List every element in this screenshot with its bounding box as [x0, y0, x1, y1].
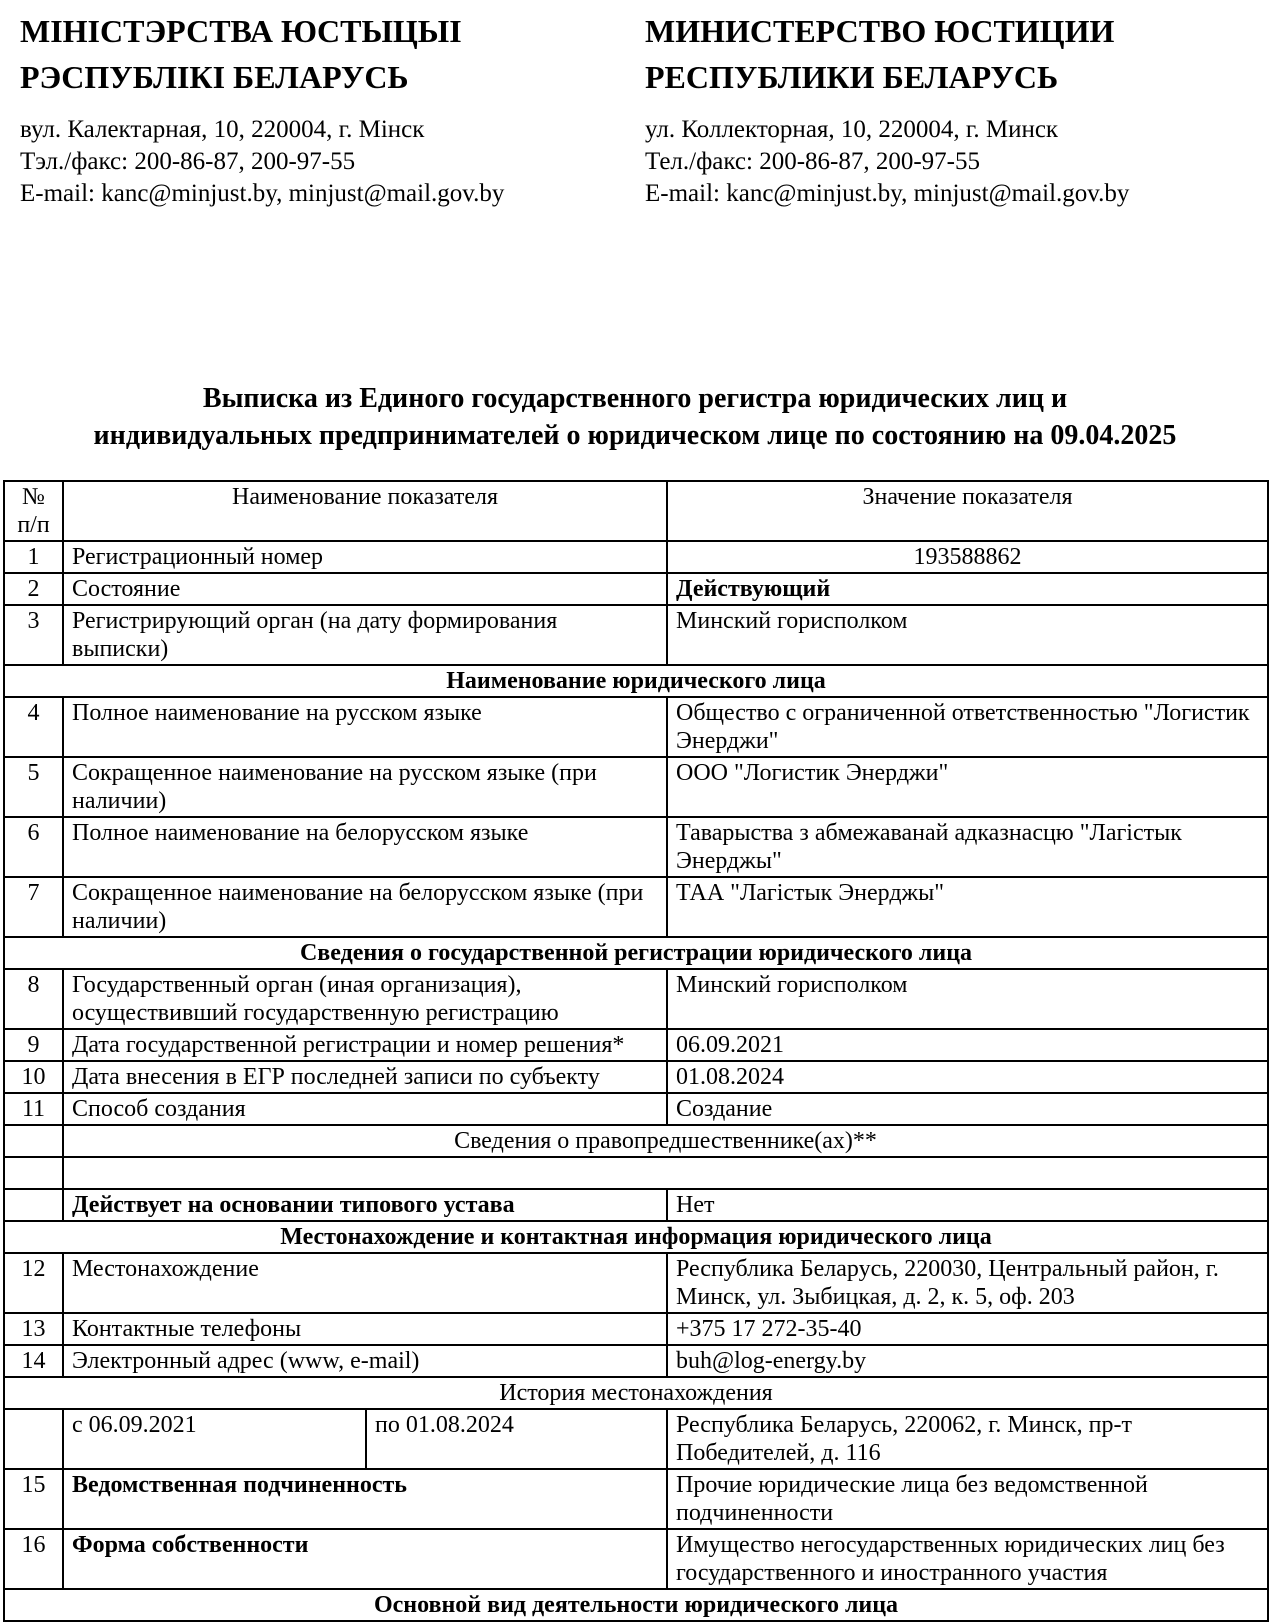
- section-header-cell: Основной вид деятельности юридического лица: [4, 1589, 1268, 1621]
- table-row: [4, 1189, 1268, 1221]
- address-line-ru: ул. Коллекторная, 10, 220004, г. Минск: [645, 116, 1059, 143]
- subheader-cell: Сведения о правопредшественнике(ах)**: [63, 1125, 1268, 1157]
- table-row: [4, 757, 1268, 817]
- document-title: [0, 380, 1270, 454]
- section-header-cell: Наименование юридического лица: [4, 665, 1268, 697]
- history-to-cell: по 01.08.2024: [366, 1409, 667, 1469]
- row-number-cell: 12: [4, 1253, 63, 1313]
- indicator-value-cell: ООО "Логистик Энерджи": [667, 757, 1268, 817]
- indicator-value-cell: Нет: [667, 1189, 1268, 1221]
- table-row: [4, 573, 1268, 605]
- indicator-value-cell: Создание: [667, 1093, 1268, 1125]
- table-row: [4, 1253, 1268, 1313]
- row-number-cell: 3: [4, 605, 63, 665]
- column-header-indicator-name: Наименование показателя: [63, 481, 667, 541]
- indicator-value-cell: Действующий: [667, 573, 1268, 605]
- letterhead: [0, 8, 1270, 210]
- row-number-cell: 14: [4, 1345, 63, 1377]
- indicator-name-cell: Полное наименование на русском языке: [63, 697, 667, 757]
- table-row: [4, 1469, 1268, 1529]
- table-row: [4, 1061, 1268, 1093]
- indicator-value-cell: Республика Беларусь, 220062, г. Минск, пр-т Победителей, д. 116: [667, 1409, 1268, 1469]
- letterhead-russian: [635, 8, 1270, 210]
- indicator-name-cell: Регистрационный номер: [63, 541, 667, 573]
- indicator-name-cell: Способ создания: [63, 1093, 667, 1125]
- phone-line-ru: Тел./факс: 200-86-87, 200-97-55: [645, 148, 980, 175]
- row-number-cell: 16: [4, 1529, 63, 1589]
- row-number-cell: 15: [4, 1469, 63, 1529]
- email-line-by: E-mail: kanc@minjust.by, minjust@mail.gov.by: [20, 180, 505, 207]
- row-number-cell: 6: [4, 817, 63, 877]
- row-number-cell: 8: [4, 969, 63, 1029]
- row-number-cell: [4, 1409, 63, 1469]
- section-header-cell: Сведения о государственной регистрации юридического лица: [4, 937, 1268, 969]
- row-number-cell: 4: [4, 697, 63, 757]
- indicator-value-cell: 01.08.2024: [667, 1061, 1268, 1093]
- row-number-cell: 11: [4, 1093, 63, 1125]
- indicator-name-cell: Государственный орган (иная организация), осуществивший государственную регистрацию: [63, 969, 667, 1029]
- section-header-row: [4, 1377, 1268, 1409]
- table-row: [4, 541, 1268, 573]
- indicator-value-cell: ТАА "Лагістык Энерджы": [667, 877, 1268, 937]
- section-header-row: [4, 665, 1268, 697]
- address-line-by: вул. Калектарная, 10, 220004, г. Мінск: [20, 116, 425, 143]
- section-header-row: [4, 1589, 1268, 1621]
- subheader-row: [4, 1125, 1268, 1157]
- history-from-cell: с 06.09.2021: [63, 1409, 366, 1469]
- phone-line-by: Тэл./факс: 200-86-87, 200-97-55: [20, 148, 356, 175]
- indicator-value-cell: Минский горисполком: [667, 605, 1268, 665]
- row-number-cell: 10: [4, 1061, 63, 1093]
- indicator-name-cell: Регистрирующий орган (на дату формирования выписки): [63, 605, 667, 665]
- row-number-cell: [4, 1157, 63, 1189]
- table-row: [4, 697, 1268, 757]
- row-number-cell: [4, 1125, 63, 1157]
- row-number-cell: 13: [4, 1313, 63, 1345]
- row-number-cell: 1: [4, 541, 63, 573]
- registry-extract-table: [3, 480, 1269, 1622]
- table-row: [4, 1345, 1268, 1377]
- indicator-name-cell: Полное наименование на белорусском языке: [63, 817, 667, 877]
- indicator-name-cell: Дата государственной регистрации и номер решения*: [63, 1029, 667, 1061]
- email-line-ru: E-mail: kanc@minjust.by, minjust@mail.gov.by: [645, 180, 1130, 207]
- table-row: [4, 605, 1268, 665]
- indicator-name-cell: Сокращенное наименование на белорусском языке (при наличии): [63, 877, 667, 937]
- indicator-value-cell: Общество с ограниченной ответственностью "Логистик Энерджи": [667, 697, 1268, 757]
- contact-block-ru: [645, 114, 1224, 210]
- empty-row: [4, 1157, 1268, 1189]
- ministry-name-ru: МИНИСТЕРСТВО ЮСТИЦИИ РЕСПУБЛИКИ БЕЛАРУСЬ: [645, 13, 1115, 95]
- indicator-name-cell: Дата внесения в ЕГР последней записи по субъекту: [63, 1061, 667, 1093]
- table-row: [4, 969, 1268, 1029]
- table-row: [4, 1093, 1268, 1125]
- table-row: [4, 877, 1268, 937]
- indicator-name-cell: Сокращенное наименование на русском языке (при наличии): [63, 757, 667, 817]
- indicator-name-cell: Ведомственная подчиненность: [63, 1469, 667, 1529]
- indicator-value-cell: 06.09.2021: [667, 1029, 1268, 1061]
- table-row: [4, 1529, 1268, 1589]
- section-header-row: [4, 937, 1268, 969]
- indicator-value-cell: +375 17 272-35-40: [667, 1313, 1268, 1345]
- indicator-name-cell: Состояние: [63, 573, 667, 605]
- row-number-cell: 2: [4, 573, 63, 605]
- table-row: [4, 1029, 1268, 1061]
- ministry-name-by: МІНІСТЭРСТВА ЮСТЫЦЫІ РЭСПУБЛІКІ БЕЛАРУСЬ: [20, 13, 462, 95]
- indicator-value-cell: buh@log-energy.by: [667, 1345, 1268, 1377]
- contact-block-by: [20, 114, 599, 210]
- table-header-row: [4, 481, 1268, 541]
- column-header-indicator-value: Значение показателя: [667, 481, 1268, 541]
- row-number-cell: 9: [4, 1029, 63, 1061]
- row-number-cell: 5: [4, 757, 63, 817]
- indicator-name-cell: Местонахождение: [63, 1253, 667, 1313]
- indicator-value-cell: Таварыства з абмежаванай адказнасцю "Лагістык Энерджы": [667, 817, 1268, 877]
- section-header-row: [4, 1221, 1268, 1253]
- indicator-value-cell: Имущество негосударственных юридических лиц без государственного и иностранного участия: [667, 1529, 1268, 1589]
- document-title-line1: Выписка из Единого государственного регистра юридических лиц и: [202, 383, 1068, 414]
- section-header-cell: Местонахождение и контактная информация юридического лица: [4, 1221, 1268, 1253]
- indicator-value-cell: Прочие юридические лица без ведомственной подчиненности: [667, 1469, 1268, 1529]
- empty-cell: [63, 1157, 1268, 1189]
- indicator-name-cell: Контактные телефоны: [63, 1313, 667, 1345]
- indicator-value-cell: Республика Беларусь, 220030, Центральный район, г. Минск, ул. Зыбицкая, д. 2, к. 5, оф. 203: [667, 1253, 1268, 1313]
- indicator-value-cell: 193588862: [667, 541, 1268, 573]
- history-row: [4, 1409, 1268, 1469]
- row-number-cell: [4, 1189, 63, 1221]
- letterhead-belarusian: [0, 8, 635, 210]
- document-title-line2: индивидуальных предпринимателей о юридическом лице по состоянию на 09.04.2025: [93, 420, 1177, 451]
- indicator-name-cell: Электронный адрес (www, e-mail): [63, 1345, 667, 1377]
- column-header-number: № п/п: [4, 481, 63, 541]
- indicator-name-cell: Действует на основании типового устава: [63, 1189, 667, 1221]
- row-number-cell: 7: [4, 877, 63, 937]
- table-row: [4, 817, 1268, 877]
- section-header-cell: История местонахождения: [4, 1377, 1268, 1409]
- table-row: [4, 1313, 1268, 1345]
- indicator-name-cell: Форма собственности: [63, 1529, 667, 1589]
- indicator-value-cell: Минский горисполком: [667, 969, 1268, 1029]
